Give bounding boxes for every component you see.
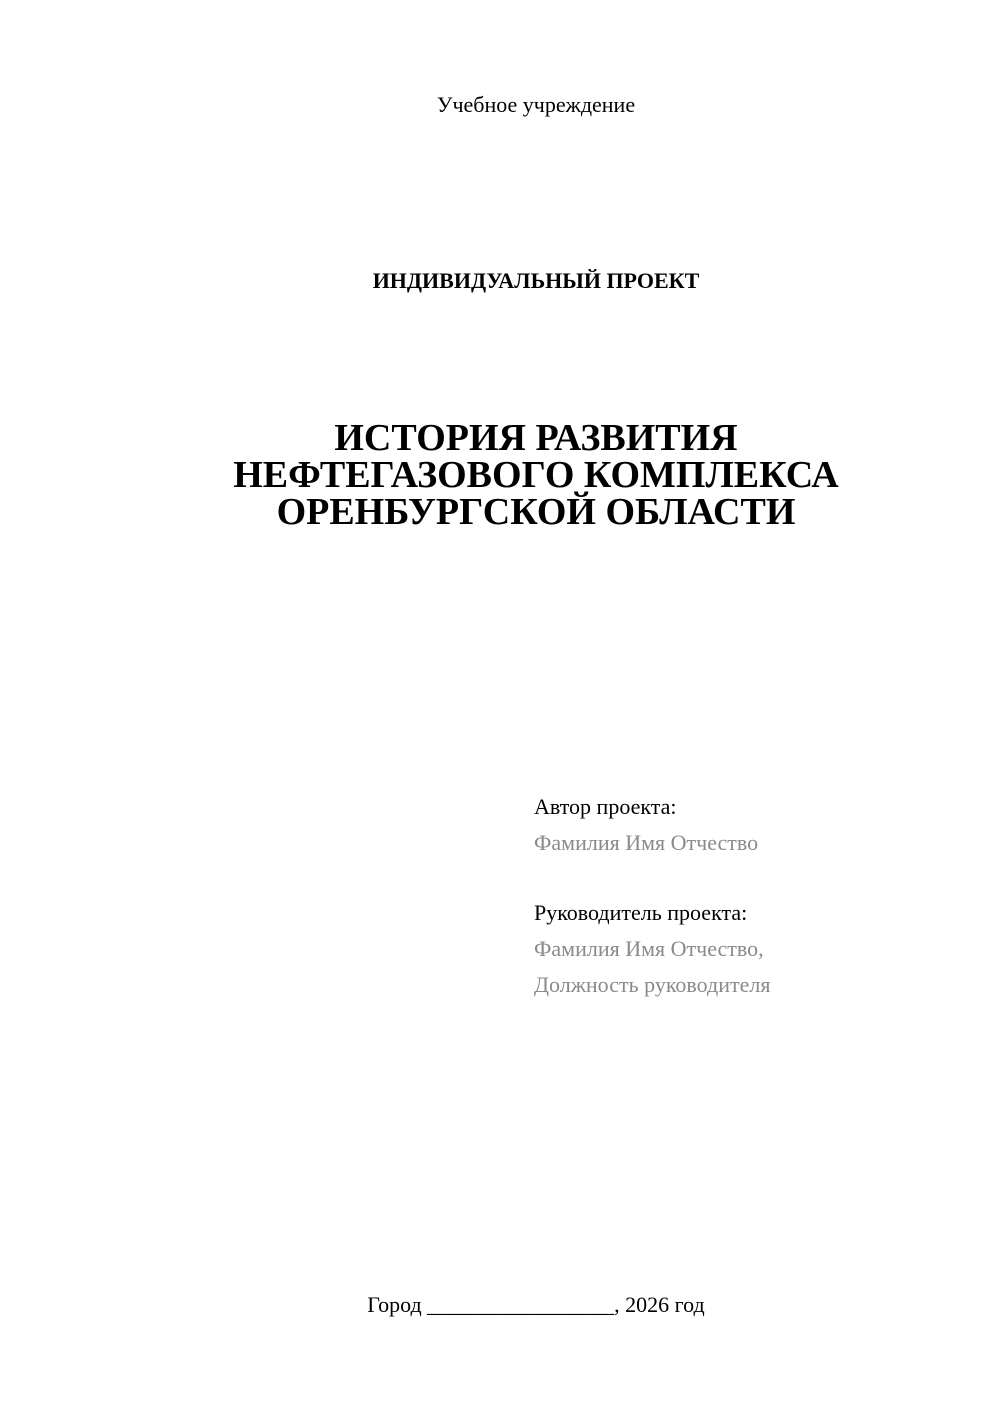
supervisor-position: Должность руководителя [534,972,771,997]
supervisor-label: Руководитель проекта: [534,900,748,925]
supervisor-name: Фамилия Имя Отчество, [534,936,764,961]
institution-name: Учебное учреждение [436,92,636,117]
title-line: НЕФТЕГАЗОВОГО КОМПЛЕКСА [233,454,839,496]
project-title [0,417,1000,533]
document-type: ИНДИВИДУАЛЬНЫЙ ПРОЕКТ [372,268,700,293]
city-year-line: Город _________________, 2026 год [367,1292,705,1317]
project-info [534,789,974,1003]
author-name: Фамилия Имя Отчество [534,830,759,855]
title-line: ОРЕНБУРГСКОЙ ОБЛАСТИ [276,491,796,533]
spacer [534,861,974,895]
author-label: Автор проекта: [534,794,677,819]
title-line: ИСТОРИЯ РАЗВИТИЯ [334,417,738,459]
